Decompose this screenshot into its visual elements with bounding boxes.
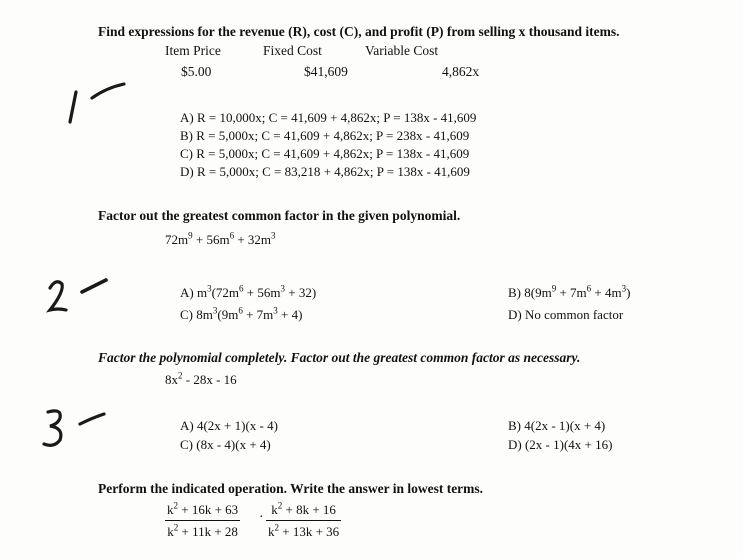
- q1-value-fixed-cost: $41,609: [304, 64, 348, 79]
- q1-choice-b[interactable]: B) R = 5,000x; C = 41,609 + 4,862x; P = 238x - 41,609: [180, 128, 470, 143]
- q1-prompt: Find expressions for the revenue (R), cost (C), and profit (P) from selling x thousand items.: [98, 24, 620, 39]
- q2-choice-c[interactable]: C) $8m^3(9m^6 + 7m^3 + 4)$: [180, 305, 303, 322]
- handwritten-mark-1: [62, 76, 134, 132]
- q4-fraction-2-numerator: $k^2 + 8k + 16$: [266, 502, 341, 521]
- q2-choice-b[interactable]: B) $8(9m^9 + 7m^6 + 4m^3)$: [508, 283, 631, 300]
- handwritten-mark-2: [40, 270, 120, 322]
- q3-choice-d[interactable]: D) (2x - 1)(4x + 16): [508, 437, 613, 452]
- q1-choice-d[interactable]: D) R = 5,000x; C = 83,218 + 4,862x; P = 138x - 41,609: [180, 164, 470, 179]
- q2-choice-d[interactable]: D) No common factor: [508, 307, 624, 322]
- q1-value-variable-cost: 4,862x: [442, 64, 480, 79]
- q1-header-item-price: Item Price: [165, 43, 221, 58]
- handwritten-mark-3: [38, 402, 118, 454]
- q3-polynomial: $8x^2 - 28x - 16$: [165, 370, 237, 387]
- q2-prompt: Factor out the greatest common factor in the given polynomial.: [98, 208, 461, 223]
- q4-fraction-2-denominator: $k^2 + 13k + 36$: [268, 522, 340, 539]
- q4-fraction-1: [165, 502, 240, 540]
- q1-choice-c[interactable]: C) R = 5,000x; C = 41,609 + 4,862x; P = 138x - 41,609: [180, 146, 470, 161]
- q1-choice-a[interactable]: A) R = 10,000x; C = 41,609 + 4,862x; P = 138x - 41,609: [180, 110, 477, 125]
- q1-header-variable-cost: Variable Cost: [365, 43, 439, 58]
- q3-choice-a[interactable]: A) 4(2x + 1)(x - 4): [180, 418, 278, 433]
- q4-fraction-1-numerator: $k^2 + 16k + 63$: [165, 502, 240, 521]
- handwritten-mark-3-label: 3: [38, 402, 39, 403]
- q4-multiply-operator: ·: [259, 510, 264, 525]
- q4-fraction-1-denominator: $k^2 + 11k + 28$: [167, 522, 238, 539]
- q3-choice-c[interactable]: C) (8x - 4)(x + 4): [180, 437, 271, 452]
- q4-prompt: Perform the indicated operation. Write the answer in lowest terms.: [98, 481, 484, 496]
- q2-choice-a[interactable]: A) $m^3(72m^6 + 56m^3 + 32)$: [180, 283, 317, 300]
- q4-fraction-2: [266, 502, 341, 540]
- q3-choice-b[interactable]: B) 4(2x - 1)(x + 4): [508, 418, 606, 433]
- q1-value-item-price: $5.00: [181, 64, 212, 79]
- handwritten-mark-2-label: 2: [40, 270, 41, 271]
- q3-prompt: Factor the polynomial completely. Factor out the greatest common factor as necessary.: [98, 350, 581, 365]
- handwritten-mark-1-label: 1: [62, 76, 63, 77]
- q2-polynomial: $72m^9 + 56m^6 + 32m^3$: [165, 230, 276, 247]
- q1-header-fixed-cost: Fixed Cost: [263, 43, 322, 58]
